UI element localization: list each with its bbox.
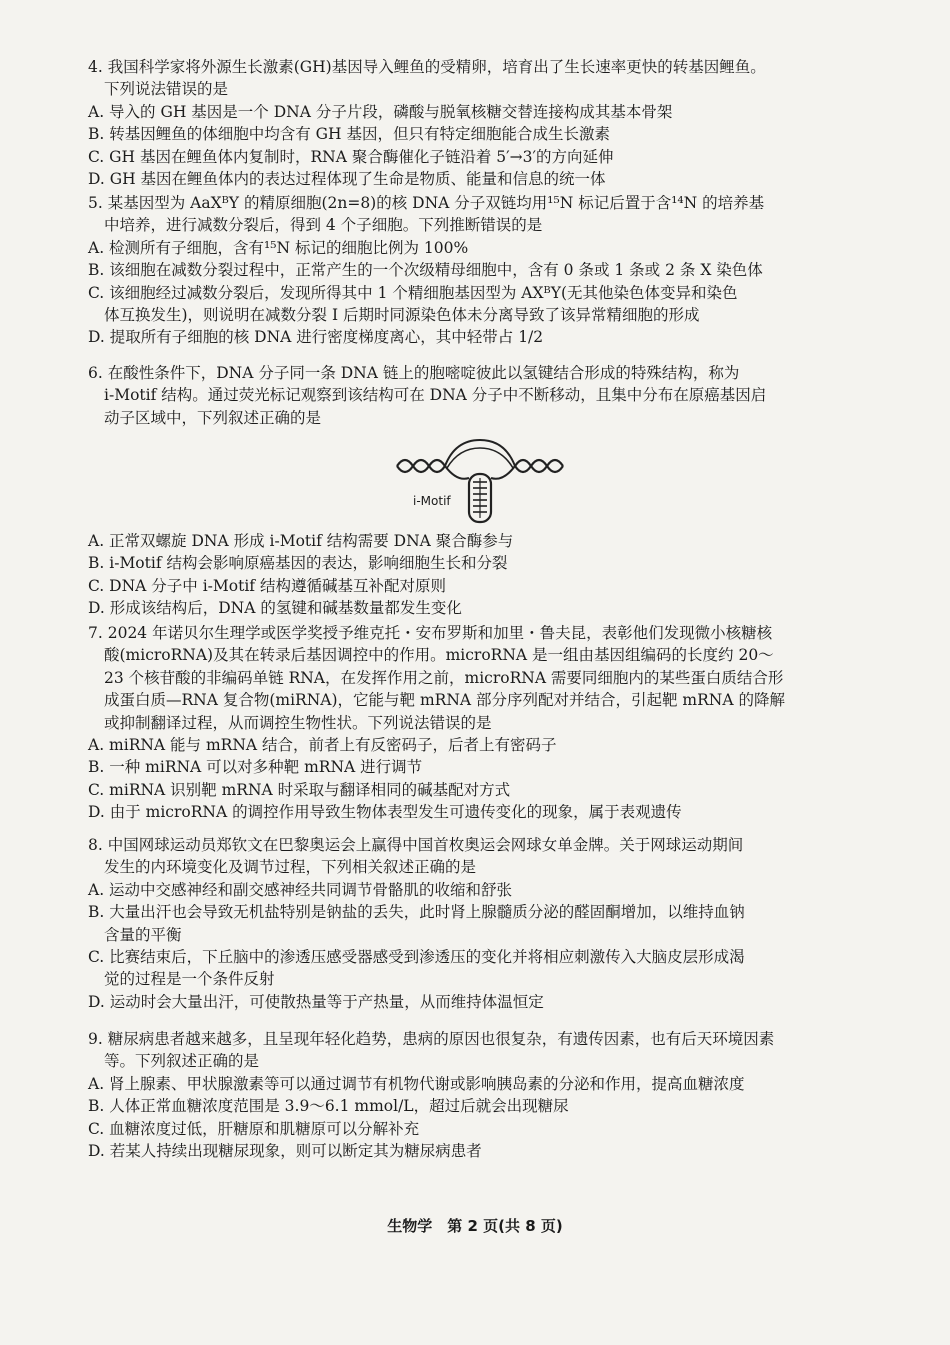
question-6-stem-cont-2: 动子区域中，下列叙述正确的是 [104, 408, 322, 427]
i-motif-label: i-Motif [413, 494, 451, 508]
question-4-option-a: A. 导入的 GH 基因是一个 DNA 分子片段，磷酸与脱氧核糖交替连接构成其基本骨架 [88, 102, 673, 121]
question-9 [88, 1028, 868, 1162]
question-6-options [88, 530, 868, 620]
question-9-stem-cont: 等。下列叙述正确的是 [104, 1052, 260, 1071]
question-5-option-a: A. 检测所有子细胞，含有¹⁵N 标记的细胞比例为 100% [88, 238, 469, 257]
question-7-stem-cont-1: 酸(microRNA)及其在转录后基因调控中的作用。microRNA 是一组由基因组编码的长度约 20～ [104, 646, 774, 665]
question-4-stem: 4. 我国科学家将外源生长激素(GH)基因导入鲤鱼的受精卵，培育出了生长速率更快的转基因鲤鱼。 [88, 58, 766, 76]
question-9-option-b: B. 人体正常血糖浓度范围是 3.9～6.1 mmol/L，超过后就会出现糖尿 [88, 1097, 569, 1116]
question-7-option-b: B. 一种 miRNA 可以对多种靶 mRNA 进行调节 [88, 758, 423, 777]
question-6-option-b: B. i-Motif 结构会影响原癌基因的表达，影响细胞生长和分裂 [88, 554, 508, 573]
question-5-stem: 5. 某基因型为 AaXᴮY 的精原细胞(2n=8)的核 DNA 分子双链均用¹⁵N 标记后置于含¹⁴N 的培养基 [88, 194, 765, 212]
question-8-option-c-cont: 觉的过程是一个条件反射 [104, 970, 275, 989]
i-motif-figure [395, 436, 565, 526]
question-9-option-c: C. 血糖浓度过低，肝糖原和肌糖原可以分解补充 [88, 1119, 420, 1138]
question-8 [88, 834, 868, 1013]
question-4 [88, 56, 868, 190]
question-7-stem-cont-2: 23 个核苷酸的非编码单链 RNA，在发挥作用之前，microRNA 需要同细胞内的某些蛋白质结合形 [104, 668, 784, 687]
question-8-stem: 8. 中国网球运动员郑钦文在巴黎奥运会上赢得中国首枚奥运会网球女单金牌。关于网球运动期间 [88, 836, 744, 854]
question-7-option-d: D. 由于 microRNA 的调控作用导致生物体表型发生可遗传变化的现象，属于表观遗传 [88, 803, 682, 822]
question-5 [88, 192, 868, 349]
question-4-option-c: C. GH 基因在鲤鱼体内复制时，RNA 聚合酶催化子链沿着 5′→3′的方向延伸 [88, 147, 614, 166]
i-motif-diagram [395, 436, 565, 526]
question-6-option-c: C. DNA 分子中 i-Motif 结构遵循碱基互补配对原则 [88, 576, 446, 595]
question-8-option-a: A. 运动中交感神经和副交感神经共同调节骨骼肌的收缩和舒张 [88, 880, 513, 899]
question-7-stem-cont-3: 成蛋白质—RNA 复合物(miRNA)，它能与靶 mRNA 部分序列配对并结合，引起靶 mRNA 的降解 [104, 691, 785, 710]
question-6-stem: 6. 在酸性条件下，DNA 分子同一条 DNA 链上的胞嘧啶彼此以氢键结合形成的特殊结构，称为 [88, 364, 740, 382]
question-4-option-b: B. 转基因鲤鱼的体细胞中均含有 GH 基因，但只有特定细胞能合成生长激素 [88, 125, 610, 144]
question-5-stem-cont: 中培养，进行减数分裂后，得到 4 个子细胞。下列推断错误的是 [104, 216, 543, 235]
question-6 [88, 362, 868, 429]
question-6-option-d: D. 形成该结构后，DNA 的氢键和碱基数量都发生变化 [88, 599, 462, 618]
question-9-stem: 9. 糖尿病患者越来越多，且呈现年轻化趋势，患病的原因也很复杂，有遗传因素，也有后天环境因素 [88, 1030, 775, 1048]
question-5-option-d: D. 提取所有子细胞的核 DNA 进行密度梯度离心，其中轻带占 1/2 [88, 328, 544, 347]
page-footer: 生物学 第 2 页(共 8 页) [387, 1217, 563, 1235]
question-8-option-c: C. 比赛结束后，下丘脑中的渗透压感受器感受到渗透压的变化并将相应刺激传入大脑皮层形成渴 [88, 948, 745, 967]
question-7-option-c: C. miRNA 识别靶 mRNA 时采取与翻译相同的碱基配对方式 [88, 780, 511, 799]
question-5-option-b: B. 该细胞在减数分裂过程中，正常产生的一个次级精母细胞中，含有 0 条或 1 条或 2 条 X 染色体 [88, 261, 763, 280]
question-8-option-b-cont: 含量的平衡 [104, 925, 182, 944]
question-7-stem-cont-4: 或抑制翻译过程，从而调控生物性状。下列说法错误的是 [104, 713, 492, 732]
question-9-option-d: D. 若某人持续出现糖尿现象，则可以断定其为糖尿病患者 [88, 1142, 482, 1161]
question-6-stem-cont: i-Motif 结构。通过荧光标记观察到该结构可在 DNA 分子中不断移动，且集中分布在原癌基因启 [104, 386, 767, 405]
question-6-option-a: A. 正常双螺旋 DNA 形成 i-Motif 结构需要 DNA 聚合酶参与 [88, 532, 514, 550]
question-7-option-a: A. miRNA 能与 mRNA 结合，前者上有反密码子，后者上有密码子 [88, 736, 557, 755]
question-8-stem-cont: 发生的内环境变化及调节过程，下列相关叙述正确的是 [104, 858, 477, 877]
question-4-stem-cont: 下列说法错误的是 [104, 80, 229, 99]
question-5-option-c: C. 该细胞经过减数分裂后，发现所得其中 1 个精细胞基因型为 AXᴮY(无其他染色体变异和染色 [88, 283, 738, 302]
question-5-option-c-cont: 体互换发生)，则说明在减数分裂 Ⅰ 后期时同源染色体未分离导致了该异常精细胞的形成 [104, 306, 700, 325]
question-8-option-b: B. 大量出汗也会导致无机盐特别是钠盐的丢失，此时肾上腺髓质分泌的醛固酮增加，以维持血钠 [88, 903, 745, 922]
question-8-option-d: D. 运动时会大量出汗，可使散热量等于产热量，从而维持体温恒定 [88, 992, 544, 1011]
question-4-option-d: D. GH 基因在鲤鱼体内的表达过程体现了生命是物质、能量和信息的统一体 [88, 170, 606, 189]
question-7 [88, 622, 868, 824]
question-7-stem: 7. 2024 年诺贝尔生理学或医学奖授予维克托・安布罗斯和加里・鲁夫昆，表彰他们发现微小核糖核 [88, 624, 773, 642]
question-9-option-a: A. 肾上腺素、甲状腺激素等可以通过调节有机物代谢或影响胰岛素的分泌和作用，提高血糖浓度 [88, 1074, 745, 1093]
